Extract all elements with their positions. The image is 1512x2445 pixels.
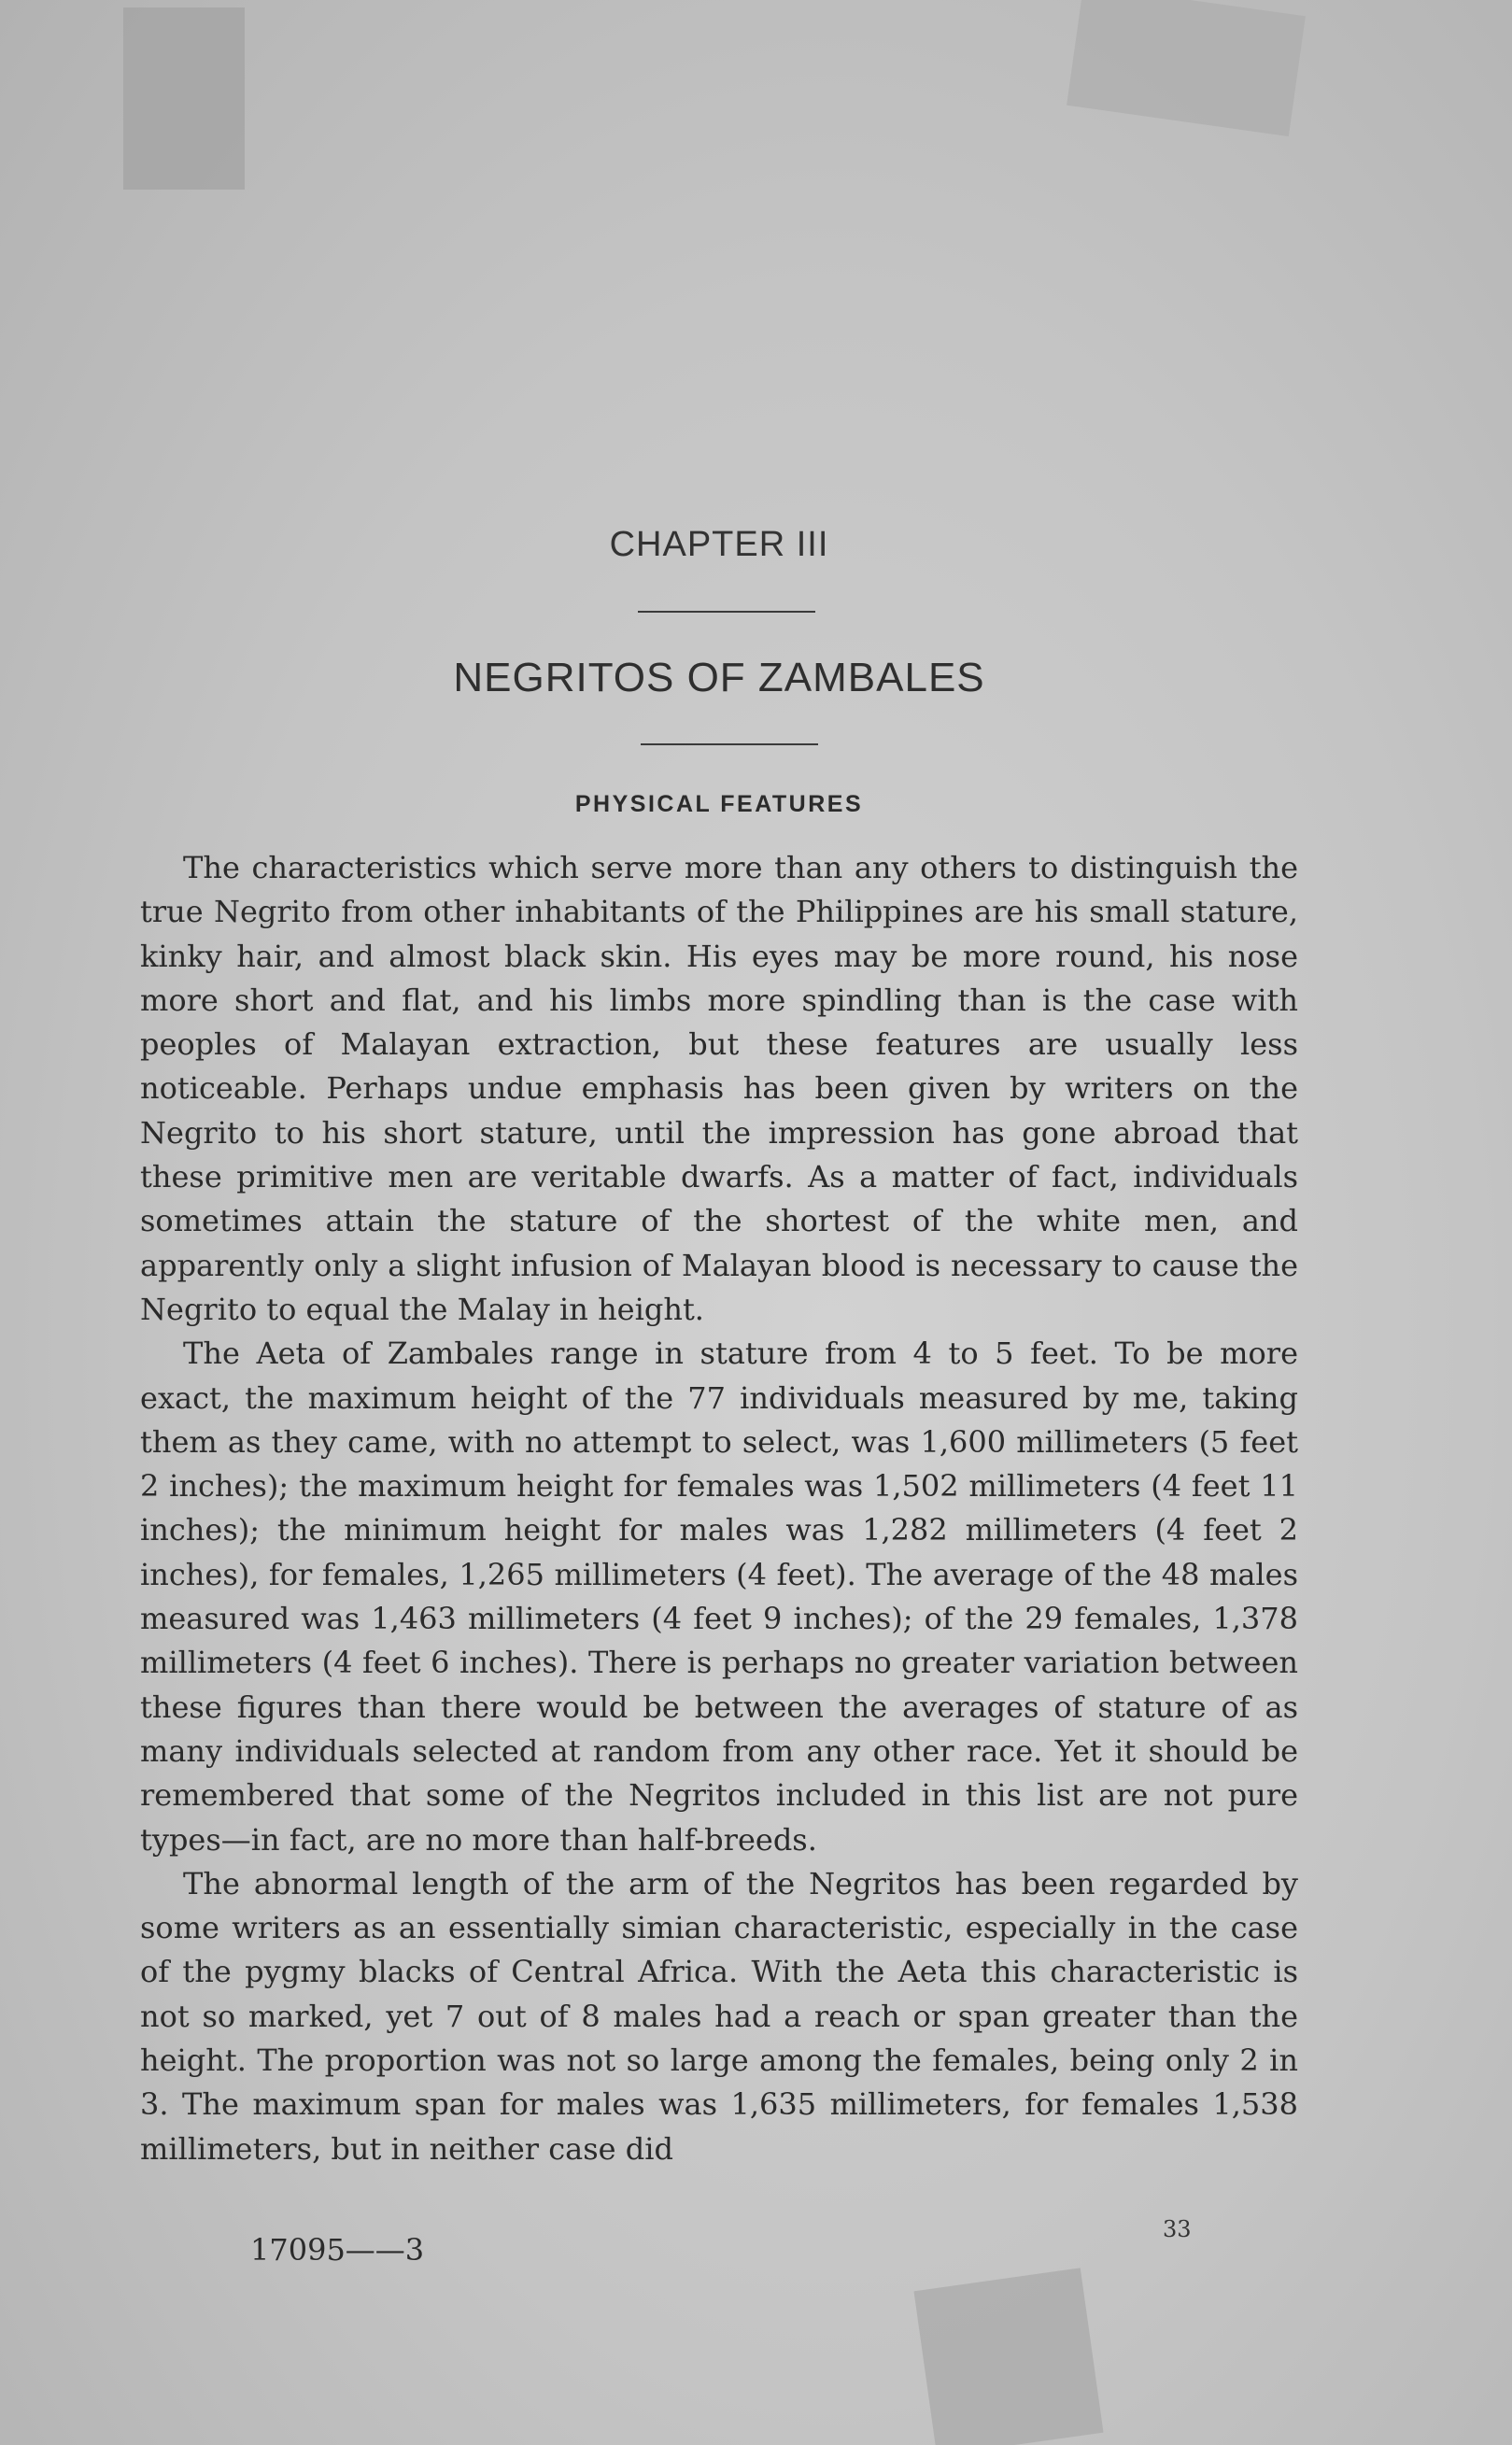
printer-signature: 17095——3 xyxy=(250,2232,425,2268)
paragraph: The abnormal length of the arm of the Negritos has been regarded by some writers as an essentially simian characteristic, especially in the case of the pygmy blacks of Central Africa. With the Aeta this characteristic is not so marked, yet 7 out of 8 males had a reach or span greater than the height. The proportion was not so large among the females, being only 2 in 3. The maximum span for males was 1,635 millimeters, for females 1,538 millimeters, but in neither case did xyxy=(140,1865,1298,2167)
scan-stain xyxy=(913,2268,1103,2445)
divider-rule xyxy=(638,611,815,613)
paragraph: The characteristics which serve more than any others to distinguish the true Negrito from other inhabitants of the Philippines are his small stature, kinky hair, and almost black skin. His eyes may be more round, his nose more short and flat, and his limbs more spindling than is the case with peoples of Malayan extraction, but these features are usually less noticeable. Perhaps undue emphasis has been given by writers on the Negrito to his short stature, until the impression has gone abroad that these primitive men are veritable dwarfs. As a matter of fact, individuals sometimes attain the stature of the shortest of the white men, and apparently only a slight infusion of Malayan blood is necessary to cause the Negrito to equal the Malay in height. xyxy=(140,850,1298,1327)
scan-stain xyxy=(123,7,245,190)
page-number: 33 xyxy=(1163,2216,1192,2242)
paragraph: The Aeta of Zambales range in stature from 4 to 5 feet. To be more exact, the maximum height of the 77 individuals measured by me, taking them as they came, with no attempt to select, was 1,600 millimeters (5 feet 2 inches); the maximum height for females was 1,502 millimeters (4 feet 11 inches); the minimum height for males was 1,282 millimeters (4 feet 2 inches), for females, 1,265 millimeters (4 feet). The average of the 48 males measured was 1,463 millimeters (4 feet 9 inches); of the 29 females, 1,378 millimeters (4 feet 6 inches). There is perhaps no greater variation between these figures than there would be between the averages of stature of as many individuals selected at random from any other race. Yet it should be remembered that some of the Negritos included in this list are not pure types—in fact, are no more than half-breeds. xyxy=(140,1336,1298,1858)
divider-rule xyxy=(641,743,818,745)
chapter-title: NEGRITOS OF ZAMBALES xyxy=(453,655,985,700)
body-text xyxy=(140,846,1298,2171)
scan-stain xyxy=(1067,0,1306,136)
section-title: PHYSICAL FEATURES xyxy=(574,791,864,817)
chapter-label: CHAPTER III xyxy=(609,525,829,564)
